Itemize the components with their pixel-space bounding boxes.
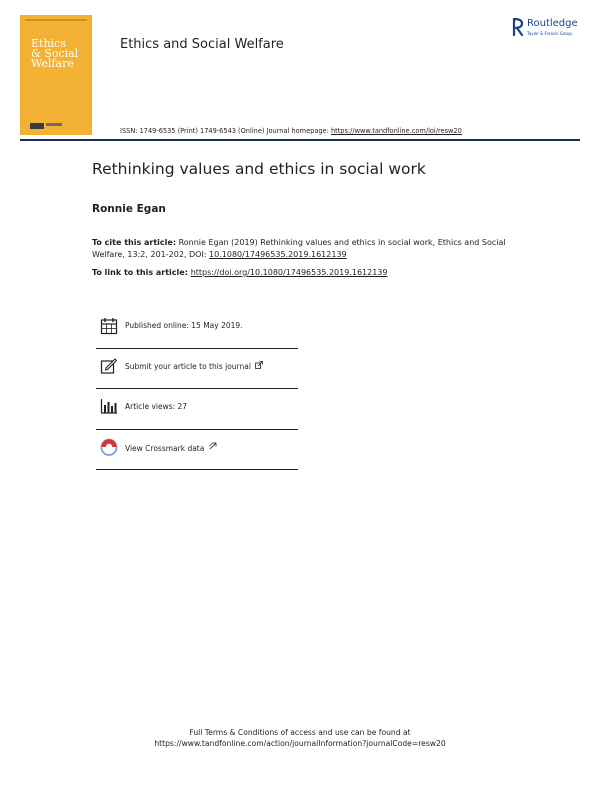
row-divider xyxy=(96,469,298,470)
crossmark-text: View Crossmark data xyxy=(125,444,205,453)
row-divider xyxy=(96,388,298,389)
issn-line xyxy=(120,127,462,135)
cover-publisher-text xyxy=(46,123,62,126)
footer-terms: Full Terms & Conditions of access and use can be found at xyxy=(189,728,411,737)
cite-label: To cite this article: xyxy=(92,238,177,247)
journal-homepage-link[interactable]: https://www.tandfonline.com/loi/resw20 xyxy=(330,127,462,135)
footer xyxy=(0,727,600,749)
published-date: Published online: 15 May 2019. xyxy=(125,321,243,330)
bar-chart-icon xyxy=(100,398,118,416)
publisher-name: Routledge xyxy=(527,18,578,29)
issn-text: ISSN: 1749-6535 (Print) 1749-6543 (Online) Journal homepage: xyxy=(120,127,331,135)
journal-title[interactable]: Ethics and Social Welfare xyxy=(120,37,284,52)
link-label: To link to this article: xyxy=(92,268,191,277)
publisher-subtitle: Taylor & Francis Group xyxy=(527,31,572,36)
row-divider xyxy=(96,429,298,430)
edit-icon xyxy=(100,357,118,375)
external-link-icon xyxy=(255,361,263,369)
crossmark-row[interactable] xyxy=(96,438,298,478)
routledge-icon xyxy=(512,18,524,36)
article-link-line xyxy=(92,268,388,277)
published-row xyxy=(96,317,298,357)
footer-url[interactable]: https://www.tandfonline.com/action/journalInformation?journalCode=resw20 xyxy=(154,739,446,748)
header-divider xyxy=(20,139,580,141)
article-title: Rethinking values and ethics in social work xyxy=(92,160,426,178)
submit-article-text: Submit your article to this journal xyxy=(125,362,251,371)
cover-publisher-logo xyxy=(30,123,44,129)
article-views: Article views: 27 xyxy=(125,402,188,411)
cover-top-line xyxy=(25,19,87,21)
journal-cover-image xyxy=(20,15,92,135)
calendar-icon xyxy=(100,317,118,335)
cover-title: Ethics & Social Welfare xyxy=(31,37,79,70)
publisher-logo[interactable] xyxy=(512,18,592,40)
author-name[interactable]: Ronnie Egan xyxy=(92,203,166,215)
submit-article-link[interactable] xyxy=(125,361,263,371)
cite-text: Ronnie Egan (2019) Rethinking values and ethics in social work, Ethics and Social Welfare, 13:2, 201-202, DOI: xyxy=(92,238,506,259)
views-row xyxy=(96,398,298,438)
external-link-icon xyxy=(209,442,217,450)
crossmark-icon xyxy=(100,438,118,456)
doi-url-link[interactable]: https://doi.org/10.1080/17496535.2019.1612139 xyxy=(190,268,388,277)
row-divider xyxy=(96,348,298,349)
submit-row[interactable] xyxy=(96,357,298,397)
doi-link[interactable]: 10.1080/17496535.2019.1612139 xyxy=(209,250,347,259)
crossmark-link[interactable] xyxy=(125,442,217,453)
citation xyxy=(92,237,512,261)
